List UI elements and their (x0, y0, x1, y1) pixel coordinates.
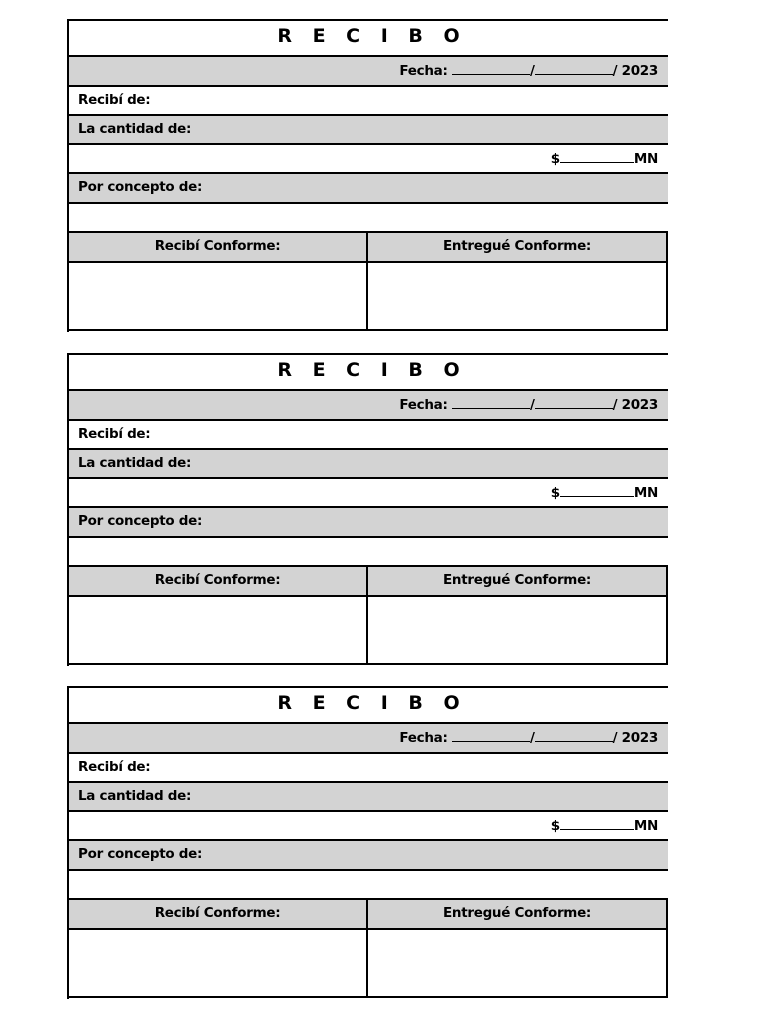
cantidad-label: La cantidad de: (78, 788, 192, 804)
amount-field (551, 149, 658, 167)
entregue-signature-box[interactable] (368, 263, 666, 329)
date-field (399, 395, 658, 413)
recibi-conforme-header (69, 567, 368, 596)
day-blank[interactable] (452, 395, 530, 409)
concepto-blank-row[interactable] (69, 536, 668, 566)
cantidad-row (69, 114, 668, 144)
concepto-label: Por concepto de: (78, 846, 203, 862)
year-text: / 2023 (612, 730, 658, 746)
recibi-signature-box[interactable] (69, 263, 368, 329)
month-blank[interactable] (535, 395, 613, 409)
receipt-title-text: R E C I B O (277, 25, 467, 47)
cantidad-row (69, 448, 668, 478)
entregue-conforme-label: Entregué Conforme: (442, 238, 592, 254)
receipt-title-text: R E C I B O (277, 359, 467, 381)
amount-blank[interactable] (560, 149, 634, 163)
receipt (67, 353, 667, 666)
entregue-conforme-header (368, 900, 666, 929)
currency-unit: MN (633, 485, 658, 501)
currency-unit: MN (633, 151, 658, 167)
recibi-de-label: Recibí de: (78, 759, 151, 775)
recibi-conforme-label: Recibí Conforme: (154, 905, 281, 921)
signature-header-row (69, 565, 668, 596)
recibi-de-label: Recibí de: (78, 92, 151, 108)
receipt (67, 686, 667, 999)
receipt-title-text: R E C I B O (277, 692, 467, 714)
recibi-conforme-header (69, 900, 368, 929)
receipt-title (69, 686, 668, 723)
date-field (399, 61, 658, 79)
cantidad-row (69, 781, 668, 811)
signature-box-row (69, 928, 668, 998)
currency-symbol: $ (550, 151, 560, 167)
receipt (67, 19, 667, 332)
recibi-conforme-label: Recibí Conforme: (154, 572, 281, 588)
concepto-blank-row[interactable] (69, 869, 668, 899)
signature-box-row (69, 595, 668, 665)
date-separator: / (529, 397, 535, 413)
concepto-row (69, 172, 668, 203)
concepto-row (69, 506, 668, 537)
date-row (69, 55, 668, 86)
receipt-title (69, 19, 668, 56)
concepto-blank-row[interactable] (69, 202, 668, 232)
recibi-signature-box[interactable] (69, 597, 368, 663)
month-blank[interactable] (535, 61, 613, 75)
recibi-de-row[interactable] (69, 752, 668, 782)
year-text: / 2023 (612, 63, 658, 79)
amount-field (551, 816, 658, 834)
amount-row (69, 810, 668, 840)
entregue-conforme-header (368, 567, 666, 596)
amount-row (69, 477, 668, 507)
entregue-conforme-label: Entregué Conforme: (442, 572, 592, 588)
date-separator: / (529, 730, 535, 746)
currency-symbol: $ (550, 818, 560, 834)
amount-blank[interactable] (560, 816, 634, 830)
amount-field (551, 483, 658, 501)
currency-unit: MN (633, 818, 658, 834)
entregue-conforme-header (368, 233, 666, 262)
month-blank[interactable] (535, 728, 613, 742)
fecha-label: Fecha: (399, 730, 448, 746)
year-text: / 2023 (612, 397, 658, 413)
signature-header-row (69, 231, 668, 262)
concepto-label: Por concepto de: (78, 513, 203, 529)
amount-row (69, 143, 668, 173)
entregue-signature-box[interactable] (368, 597, 666, 663)
recibi-conforme-label: Recibí Conforme: (154, 238, 281, 254)
day-blank[interactable] (452, 728, 530, 742)
concepto-row (69, 839, 668, 870)
recibi-de-row[interactable] (69, 419, 668, 449)
receipt-title (69, 353, 668, 390)
concepto-label: Por concepto de: (78, 179, 203, 195)
date-field (399, 728, 658, 746)
recibi-de-label: Recibí de: (78, 426, 151, 442)
date-row (69, 389, 668, 420)
signature-header-row (69, 898, 668, 929)
entregue-signature-box[interactable] (368, 930, 666, 996)
amount-blank[interactable] (560, 483, 634, 497)
recibi-de-row[interactable] (69, 85, 668, 115)
cantidad-label: La cantidad de: (78, 121, 192, 137)
fecha-label: Fecha: (399, 63, 448, 79)
entregue-conforme-label: Entregué Conforme: (442, 905, 592, 921)
date-separator: / (529, 63, 535, 79)
recibi-conforme-header (69, 233, 368, 262)
day-blank[interactable] (452, 61, 530, 75)
date-row (69, 722, 668, 753)
currency-symbol: $ (550, 485, 560, 501)
recibi-signature-box[interactable] (69, 930, 368, 996)
cantidad-label: La cantidad de: (78, 455, 192, 471)
signature-box-row (69, 261, 668, 331)
fecha-label: Fecha: (399, 397, 448, 413)
